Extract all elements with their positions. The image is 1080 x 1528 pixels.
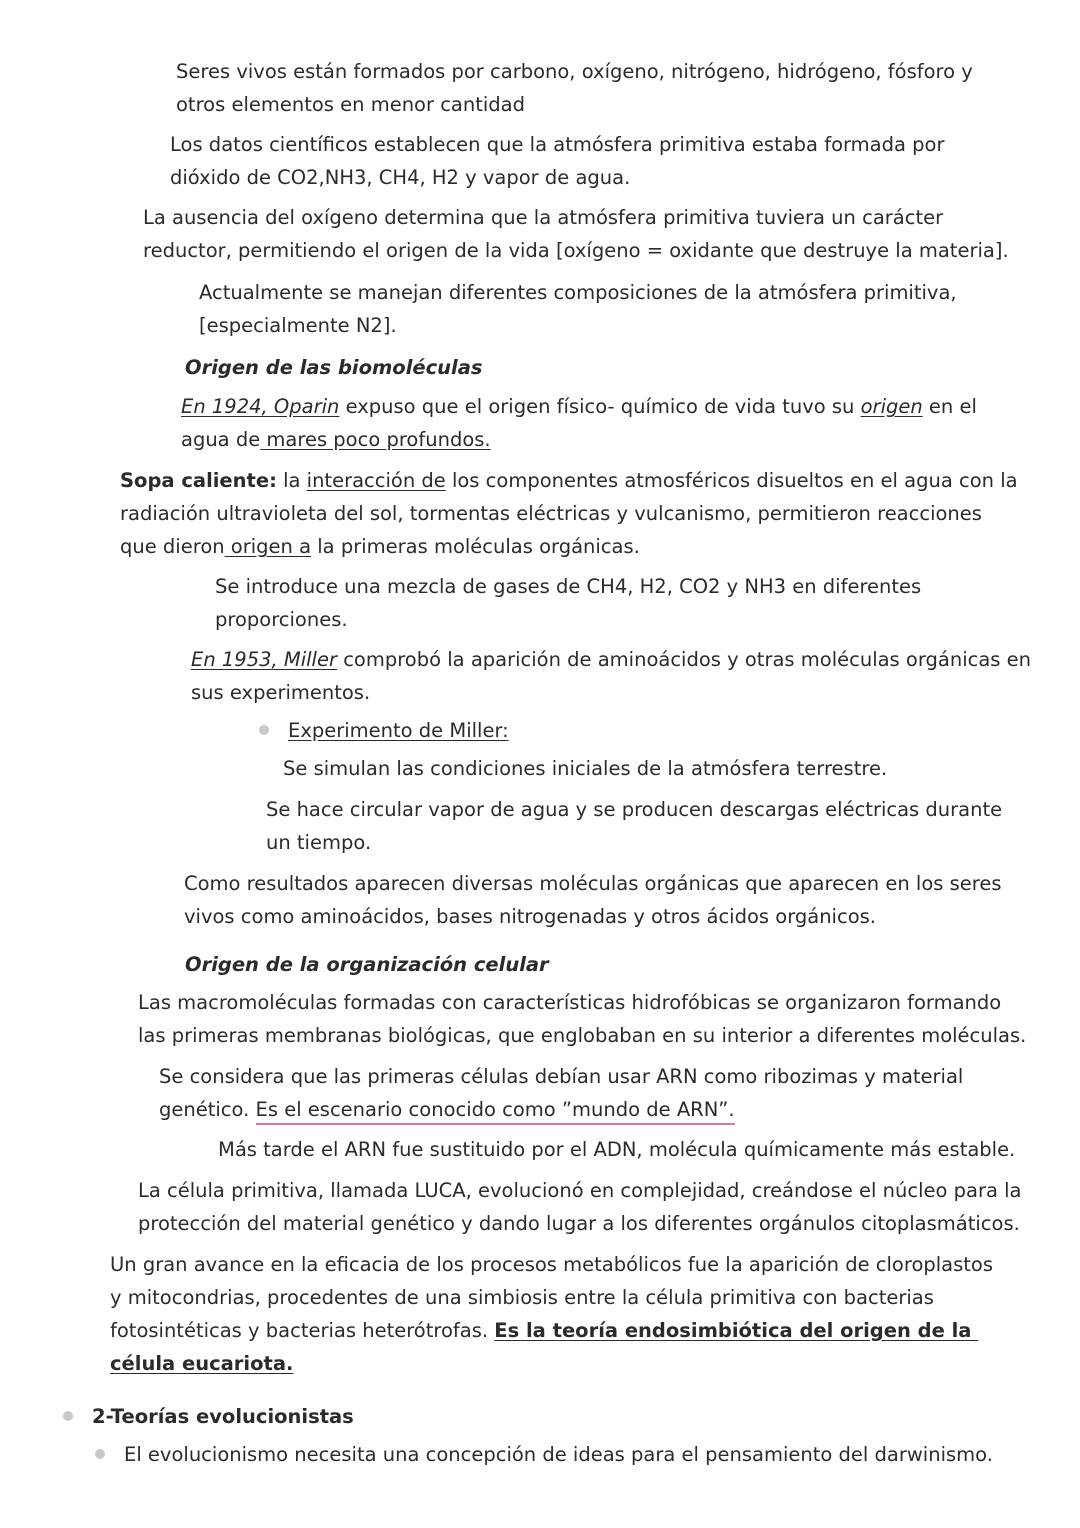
paragraph-oxygen-absence: La ausencia del oxígeno determina que la atmósfera primitiva tuviera un carácter reductor, permitiendo el origen de la vida [oxígeno = oxidante que destruye la materia].: [143, 206, 1009, 262]
section-evolutionary-theories: 2-Teorías evolucionistas: [92, 1405, 354, 1428]
paragraph-macromolecules: Las macromoléculas formadas con características hidrofóbicas se organizaron formando las primeras membranas biológicas, que englobaban en su interior a diferentes moléculas.: [138, 991, 1027, 1047]
paragraph-luca: La célula primitiva, llamada LUCA, evolucionó en complejidad, creándose el núcleo para la protección del material genético y dando lugar a los diferentes orgánulos citoplasmáticos.: [138, 1179, 1028, 1235]
heading-cellular-organization: Origen de la organización celular: [185, 953, 549, 976]
bullet-miller-experiment: Experimento de Miller:: [288, 719, 509, 742]
paragraph-miller: En 1953, Miller comprobó la aparición de aminoácidos y otras moléculas orgánicas en sus experimentos.: [191, 648, 1038, 704]
paragraph-water-vapor: Se hace circular vapor de agua y se producen descargas eléctricas durante un tiempo.: [266, 798, 1009, 854]
bullet-icon: [259, 725, 269, 735]
paragraph-simulation: Se simulan las condiciones iniciales de la atmósfera terrestre.: [283, 757, 888, 780]
bullet-icon: [95, 1449, 105, 1459]
paragraph-gas-mixture: Se introduce una mezcla de gases de CH4, H2, CO2 y NH3 en diferentes proporciones.: [215, 575, 928, 631]
paragraph-dna: Más tarde el ARN fue sustituido por el ADN, molécula químicamente más estable.: [218, 1138, 1016, 1161]
paragraph-elements: Seres vivos están formados por carbono, oxígeno, nitrógeno, hidrógeno, fósforo y otros elementos en menor cantidad: [176, 60, 979, 116]
paragraph-rna-world: Se considera que las primeras células debían usar ARN como ribozimas y material genético. Es el escenario conocido como ”mundo de ARN”.: [159, 1060, 979, 1126]
heading-biomolecules: Origen de las biomoléculas: [185, 356, 483, 379]
paragraph-evolutionism: El evolucionismo necesita una concepción de ideas para el pensamiento del darwinismo.: [124, 1443, 993, 1466]
paragraph-hot-soup: Sopa caliente: la interacción de los componentes atmosféricos disueltos en el agua con la radiación ultravioleta del sol, tormentas eléctricas y vulcanismo, permitieron reacciones que dieron origen a la primeras moléculas orgánicas.: [120, 469, 1024, 558]
paragraph-results: Como resultados aparecen diversas moléculas orgánicas que aparecen en los seres vivos como aminoácidos, bases nitrogenadas y otros ácidos orgánicos.: [184, 872, 1008, 928]
highlighted-rna-world: Es el escenario conocido como ”mundo de ARN”.: [256, 1098, 735, 1125]
paragraph-atmosphere-compositions: Actualmente se manejan diferentes composiciones de la atmósfera primitiva, [especialmente N2].: [199, 281, 963, 337]
paragraph-endosymbiotic: Un gran avance en la eficacia de los procesos metabólicos fue la aparición de cloroplastos y mitocondrias, procedentes de una simbiosis entre la célula primitiva con bacterias fotosintéticas y bacterias heterótrofas. Es la teoría endosimbiótica del origen de la célula eucariota.: [110, 1253, 1000, 1375]
paragraph-primitive-atmosphere: Los datos científicos establecen que la atmósfera primitiva estaba formada por dióxido de CO2,NH3, CH4, H2 y vapor de agua.: [170, 133, 951, 189]
paragraph-oparin: En 1924, Oparin expuso que el origen físico- químico de vida tuvo su origen en el agua de mares poco profundos.: [181, 395, 984, 451]
bullet-icon: [63, 1411, 73, 1421]
